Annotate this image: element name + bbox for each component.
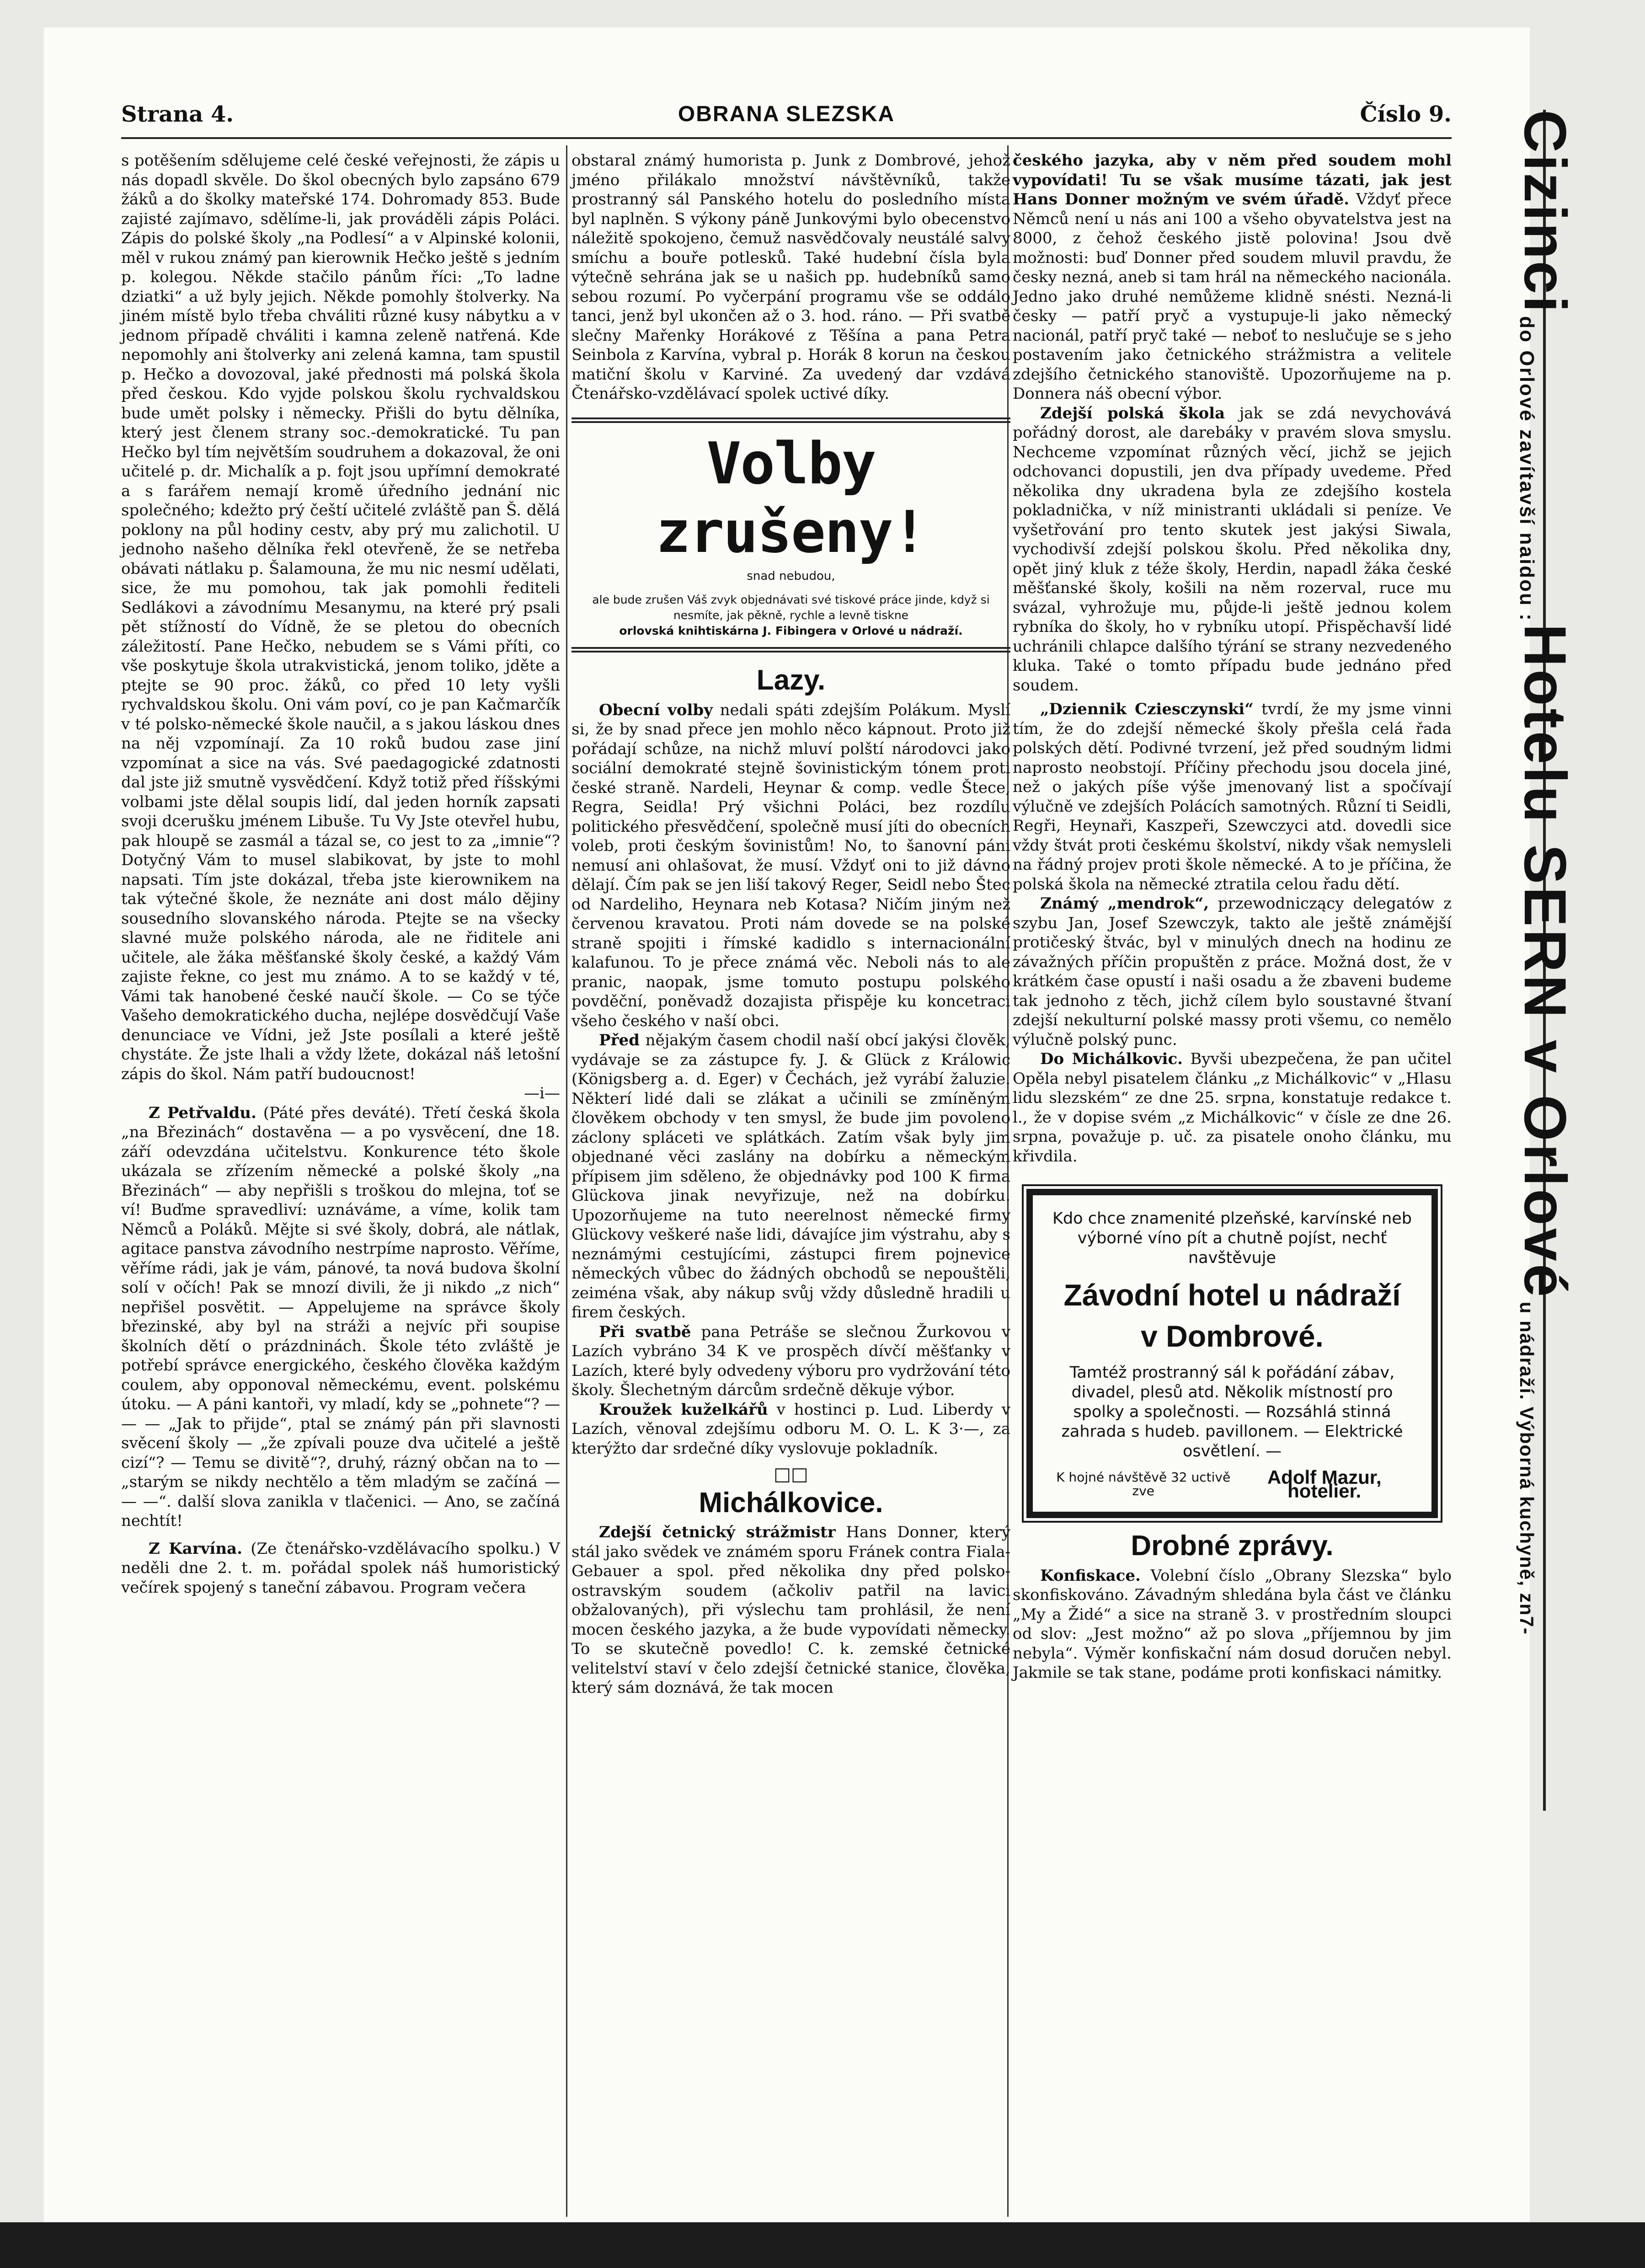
article-lead: Při svatbě [599, 1322, 691, 1341]
side-ad-text: u nádraží. Výborná kuchyně, zn7- [1516, 1301, 1538, 1635]
hotel-advertisement [1026, 1189, 1438, 1518]
ad-invite: K hojné návštěvě 32 uctivě zve [1056, 1470, 1231, 1498]
article-text: przewodniczący delegatów z szybu Jan, Josef Szewczyk, takto ale ještě známější protičeský štvác, byl v minulých dnech na hodinu ze závažných příčin propuštěn z práce. Možná dost, že v krátkém čase opustí i naši osadu a že zbaveni budeme tak jednoho z těch, jichž cílem bylo soustavné štvaní zdejší nekulturní polské massy proti všemu, co nemělo výlučně polský punc. [1013, 894, 1452, 1049]
article-text: (Páté přes deváté). Třetí česká škola „na Březinách“ dostavěna — a po vysvěcení, dne 18. září odevzdána učitelstvu. Konkurence této škole ukázala se zřízením německé a polské školy „na Březinách“ — aby nepřišli s troškou do mlejna, toť se ví! Buďme spravedliví: uznáváme, a víme, kolik tam Němců a Poláků. Mějte si své školy, dobrá, ale nátlak, agitace panstva závodního nestrpíme naprosto. Věříme, věříme rádi, jak je vám, pánové, ta nová budova školní solí v očích! Pak se mnozí divili, že ji nikdo „z nich“ nepřišel posvětit. — Appelujeme na správce školy březinské, aby byl na stráži a nejvíc při soupise školních dětí o prázdninách. Škole této zvláště je potřebí správce energického, českého člověka každým coulem, aby opponoval německému, event. polskému útoku. — A páni kantoři, vy mladí, kdy se „pohnete“? — — — „Jak to přijde“, ptal se známý pán při slavnosti svěcení školy — „že zpívali pouze dva učitelé a ještě cizí“? — Temu se divitě“?, druhý, rázný občan na to — „starým se nikdy nechtělo a těm mladým se začíná — — —“. další slova zanikla v tlačenici. — Ano, se začíná nechtít! [121, 1103, 560, 1530]
article-paragraph: obstaral známý humorista p. Junk z Dombrové, jehož jméno přilákalo množství návštěvníků, takže prostranný sál Panského hotelu do posledního místa byl naplněn. S výkony páně Junkovými bylo obecenstvo náležitě spokojeno, čemuž nasvědčovaly neustálé salvy smíchu a bouře potlesků. Také hudební čísla byla výtečně sehrána jak se u našich pp. hudebníků samo sebou rozumí. Po vyčerpání programu vše se oddálo tanci, jenž byl ukončen až o 3. hod. ráno. — Při svatbě slečny Mařenky Horákové z Těšína a pana Petra Seinbola z Karvína, vybral p. Horák 8 korun na českou matiční školu v Karviné. Za uvedený dar vzdává Čtenářsko-vzdělávací spolek uctivé díky. [571, 151, 1010, 403]
ad-proprietor: Adolf Mazur, hotelier. [1267, 1466, 1382, 1502]
volby-printer: orlovská knihtiskárna J. Fibingera v Orlové u nádraží. [619, 624, 963, 637]
page-header [121, 102, 1452, 129]
side-advertisement [1511, 110, 1580, 1635]
article-lead: Kroužek kuželkářů [599, 1400, 768, 1419]
article-text: tvrdí, že my jsme vinni tím, že do zdejší německé školy přešla celá řada polských dětí. Podivné tvrzení, jež před soudným lidmi naprosto neobstojí. Příčiny přechodu jsou docela jiné, než o jakých píše výše jmenovaný list a spočívají výlučně ve zdejších Polácích samotných. Různí ti Seidli, Regři, Heynaři, Kaszpeři, Szewczyci atd. dovedli sice vždy štvát proti českému školství, nikdy však nemysleli na řádný projev proti škole německé. A to je příčina, že polská škola na německé ztratila celou řadu dětí. [1013, 700, 1452, 893]
volby-headline: Volby zrušeny! [656, 429, 926, 566]
side-ad-hotel: Hotelu SERN v Orlové [1512, 624, 1579, 1300]
article-paragraph [1013, 151, 1452, 404]
article-paragraph [1013, 700, 1452, 894]
scan-edge [0, 2222, 1645, 2268]
issue-number: Číslo 9. [1360, 102, 1452, 127]
article-paragraph [571, 1322, 1010, 1400]
article-lead: Do Michálkovic. [1040, 1050, 1183, 1068]
article-lead: Zdejší polská škola [1040, 404, 1225, 423]
article-paragraph [121, 1103, 560, 1531]
article-text: českého jazyka, aby v něm před soudem mohl vypovídati! Tu se však musíme tázati, [1013, 151, 1452, 189]
ad-intro: Kdo chce znamenité plzeňské, karvínské neb výborné víno pít a chutně pojíst, nechť navštěvuje [1052, 1209, 1412, 1267]
article-text: jak jest Hans Donner možným ve svém úřadě. [1013, 171, 1452, 209]
article-lead: „Dziennik Cziesczynski“ [1040, 700, 1254, 718]
section-divider: □□ [774, 1464, 808, 1485]
ad-hotel-name: Závodní hotel u nádraží v Dombrové. [1063, 1278, 1401, 1353]
page-number: Strana 4. [121, 102, 234, 127]
article-paragraph [571, 701, 1010, 1031]
volby-advertisement [571, 417, 1010, 653]
newspaper-title: OBRANA SLEZSKA [678, 102, 895, 126]
volby-subline: snad nebudou, [747, 569, 835, 583]
article-lead: Před [599, 1031, 640, 1049]
article-lead: Konfiskace. [1040, 1566, 1141, 1585]
ad-details: Tamtéž prostranný sál k pořádání zábav, divadel, plesů atd. Několik místností pro spolky a společnosti. — Rozsáhlá stinná zahrada s hudeb. pavillonem. — Elektrické osvětlení. — [1061, 1364, 1403, 1460]
article-paragraph [571, 1031, 1010, 1322]
side-ad-text: do Orlové zavítavší naidou : [1516, 316, 1538, 622]
article-paragraph [1013, 1049, 1452, 1166]
article-paragraph: s potěšením sdělujeme celé české veřejnosti, že zápis u nás dopadl skvěle. Do škol obecných bylo zapsáno 679 žáků a do školky mateřské 174. Dohromady 853. Bude zajisté zajímavo, sdělíme-li, jak prováděli zápis Poláci. Zápis do polské školy „na Podlesí“ a v Alpinské kolonii, měl v rukou známý pan kierownik Hečko ještě s jedním p. kolegou. Někde stačilo pánům říci: „To ladne dziatki“ a už byly jejich. Někde pomohly štolverky. Na jiném místě bylo třeba chváliti různé kusy nábytku a v jednom případě chváliti i kamna zeleně natřená. Kde nepomohly ani štolverky ani zelená kamna, tam spustil p. Hečko a dovozoval, jaké přednosti má polská škola před českou. Kdo vyjde polskou školu rychvaldskou bude umět polsky i německy. Přišli do bytu dělníka, který jest členem strany soc.-demokratické. Tu pan Hečko byl tím největším soudruhem a dokazoval, že oni učitelé p. dr. Michalík a p. fojt jsou upřímní demokraté a s farářem nemají kromě úředního jednání nic společného; kdežto prý čeští učitelé zvláště pan Š. dělá poklony na půl hodiny cestv, aby prý mu zalichotil. U jednoho našeho dělníka řekl otevřeně, že se netřeba obávati nátlaku p. Šalamouna, že mu nic nesmí udělati, sice, že mu pomohou, tak jak pomohli řediteli Sedlákovi a závodnímu Mesanymu, na které prý psali pět stížností do Vídně, že se pletou do obecních záležitostí. Pane Hečko, nebudem se s Vámi příti, co vše poskytuje škola utrakvistická, jenom toliko, jděte a ptejte se 90 proc. žáků, co před 10 lety vyšli rychvaldskou školu. Oni vám poví, co je pan Kačmarčík v té polsko-německé škole naučil, a s jakou láskou dnes na něj vzpomínají. Za 10 roků budou zase jiní vzpomínat a sice na vás. Své paedagogické zdatnosti dal jste již smutně vysvědčení. Když totiž před říšskými volbami jste dělal soupis lidí, dal jeden horník zapsati svoji dcerušku jménem Libuše. Tu Vy Jste otevřel hubu, pak hloupě se zasmál a tázal se, co jest to za „imnie“? Dotyčný Vám to musel slabikovat, by jste to mohl napsati. Tím jste dokázal, třeba jste kierownikem na tak výtečné škole, že neznáte ani dost málo dějiny sousedního slovanského národa. Ptejte se na všecky slavné muže polského národa, ale ne řiditele ani učitele, ale žáka měšťanské školy české, a každý Vám zajiste řekne, co jest mu známo. A to se každý v té, Vámi tak hanobené české naučí škole. — Co se týče Vašeho demokratického ducha, nejlépe dosvědčují Vaše denunciace ve Vídni, jež Jste posílali a které ještě chystáte. Že jste lhali a vždy lžete, dokázal náš letošní zápis do škol. Nám patří budoucnost! [121, 151, 560, 1083]
volby-text: ale bude zrušen Váš zvyk objednávati své tiskové práce jinde, když si nesmíte, jak pěkně, rychle a levně tiskne [592, 593, 990, 622]
article-lead: Z Karvína. [149, 1539, 242, 1558]
article-text: Volební číslo „Obrany Slezska“ bylo skonfiskováno. Závadným shledána byla část ve článku „My a Židé“ a sice na straně 3. v prostředním sloupci od slov: „Jest možno“ až po slova „příjemnou by jim nebyla“. Výměr konfiskační nám dosud doručen nebyl. Jakmile se tak stane, podáme proti konfiskaci námitky. [1013, 1566, 1452, 1682]
article-text: (Ze čtenářsko-vzdělávacího spolku.) V neděli dne 2. t. m. pořádal spolek náš humoristický večírek spojený s taneční zábavou. Program večera [121, 1539, 560, 1597]
section-title-lazy: Lazy. [756, 664, 826, 696]
article-text: Vždyť přece Němců není u nás ani 100 a všeho obyvatelstva jest na 8000, z čehož českého jistě polovina! Jsou dvě možnosti: buď Donner před soudem mluvil pravdu, že česky nezná, aneb si tam hrál na německého nacionála. Jedno jako druhé nemůžeme klidně snésti. Nezná-li česky — patří pryč a vystupuje-li jako německý nacionál, patří pryč také — neboť to neslučuje se s jeho postavením jako četnického strážmistra a velitele zdejšího četnického stanoviště. Upozorňujeme na p. Donnera náš obecní výbor. [1013, 190, 1452, 403]
column-divider [566, 145, 567, 2217]
column-2 [571, 151, 1010, 1698]
section-title-michalkovice: Michálkovice. [699, 1487, 883, 1519]
article-text: Hans Donner, který stál jako svědek ve známém sporu Fránek contra Fiala-Gebauer a spol. před několika dny před polsko-ostravským soudem (ačkoliv patřil na lavici obžalovaných), při výslechu tam prohlásil, že není mocen českého jazyka, a že bude vypovídati německy. To se skutečně povedlo! C. k. zemské četnické velitelství staví v čelo zdejší četnické stanice, člověka, který sám doznává, že tak mocen [571, 1523, 1011, 1697]
article-paragraph [1013, 894, 1452, 1049]
side-ad-cizinci: Cizinci [1512, 110, 1579, 314]
article-text: nějakým časem chodil naší obcí jakýsi člověk, vydávaje se za zástupce fy. J. & Glück z Králowic (Königsberg a. d. Eger) v Čechách, jež vyrábí žaluzie. Některí lidé dali se zlákat a učinili se zmíněným člověkem obchody v ten smysl, že bude jim povoleno záclony spláceti ve splátkách. Zatím však byly jim objednané věci zaslány na dobírku a německým přípisem jim sděleno, že objednávky pod 100 K firma Glückova jinak nevyřizuje, než na dobírku. Upozorňujeme na tuto neerelnost německé firmy Glückovy veškeré naše lidi, dávajíce jim výstrahu, aby s neznámými cestujícími, zástupci firem pojnevice německých vůbec do žádných obchodů se nepouštěli, zeiména však, aby nákup svůj vždy důsledně hradili u firem českých. [571, 1031, 1010, 1321]
column-3 [1013, 151, 1452, 1683]
article-lead: Známý „mendrok“, [1040, 894, 1209, 913]
article-text: nedali spáti zdejším Polákum. Myslí si, že by snad přece jen mohlo něco kápnout. Proto již pořádají schůze, na nichž mluví polští národovci jako sociální demokraté stejně šovinistickým tónem proti české straně. Nardeli, Heynar & comp. vedle Štece, Regra, Seidla! Prý všichni Poláci, bez rozdílu politického přesvědčení, společně musí jíti do obecních voleb, proti českým šovinistům! No, to šanovní páni nemusí ani ohlašovat, že musí. Vždyť oni to již dávno dělají. Čím pak se jen liší takový Reger, Seidl nebo Štec od Nardeliho, Heynara neb Kotasa? Ničím jiným než červenou kravatou. Proti nám dovede se na polské straně spojiti i římské kadidlo s internacionální kalafunou. To je přece známá věc. Neboli nás to ale pranic, naopak, jsme tomuto postupu polského povděční, poněvadž dozajista přispěje ku koncetraci všeho českého v naší obci. [571, 701, 1011, 1030]
column-1 [121, 151, 560, 1597]
article-text: Byvši ubezpečena, že pan učitel Opěla nebyl pisatelem článku „z Michálkovic“ v „Hlasu lidu slezském“ ze dne 25. srpna, konstatuje redakce t. l., že v dopise svém „z Michálkovic“ v čísle ze dne 26. srpna, považuje p. uč. za pisatele onoho článku, mu křivdila. [1013, 1050, 1452, 1166]
article-text: jak se zdá nevychovává pořádný dorost, ale darebáky v pravém slova smyslu. Nechceme vzpomínat různých věcí, jichž se jejich odchovanci dopustili, jen dva případy uvedeme. Před několika dny ukradena byla ze zdejšího kostela pokladnička, v níž ministranti ukládali si peníze. Ve vyšetřování pro tento skutek jest jakýsi Siwala, vychodivší zdejší polskou školu. Před několika dny, opět jiný kluk z téže školy, Herdin, napadl žáka české měšťanské školy, košili na něm rozerval, ruce mu svázal, vyhrožuje mu, půjde-li ještě jednou kolem rybníka do školy, ho v rybníku utopí. Přispěchavší lidé uchránili chlapce dalšího týrání se strany nezvedeného kluka. Také o tomto případu bude jednáno před soudem. [1013, 404, 1452, 695]
article-lead: Z Petřvaldu. [149, 1103, 256, 1122]
article-paragraph [571, 1400, 1010, 1459]
article-text: v hostinci p. Lud. Liberdy v Lazích, věnoval zdejšímu odboru M. O. L. K 3·—, za kterýžto dar srdečné díky vyslovuje pokladník. [571, 1400, 1010, 1458]
article-paragraph [571, 1523, 1010, 1698]
article-lead: Zdejší četnický strážmistr [599, 1523, 836, 1541]
ad-footer [1051, 1466, 1413, 1502]
article-paragraph [1013, 1566, 1452, 1683]
article-paragraph [1013, 404, 1452, 695]
header-rule [121, 137, 1452, 139]
section-title-drobne: Drobné zprávy. [1131, 1530, 1334, 1562]
article-lead: Obecní volby [599, 701, 713, 719]
article-text: pana Petráše se slečnou Žurkovou v Lazích vybráno 34 K ve prospěch dívčí měšťanky v Lazích, které byly odvedeny výboru pro vydržování této školy. Šlechetným dárcům srdečně děkuje výbor. [571, 1322, 1010, 1399]
signature: —i— [524, 1084, 560, 1102]
article-paragraph [121, 1539, 560, 1598]
